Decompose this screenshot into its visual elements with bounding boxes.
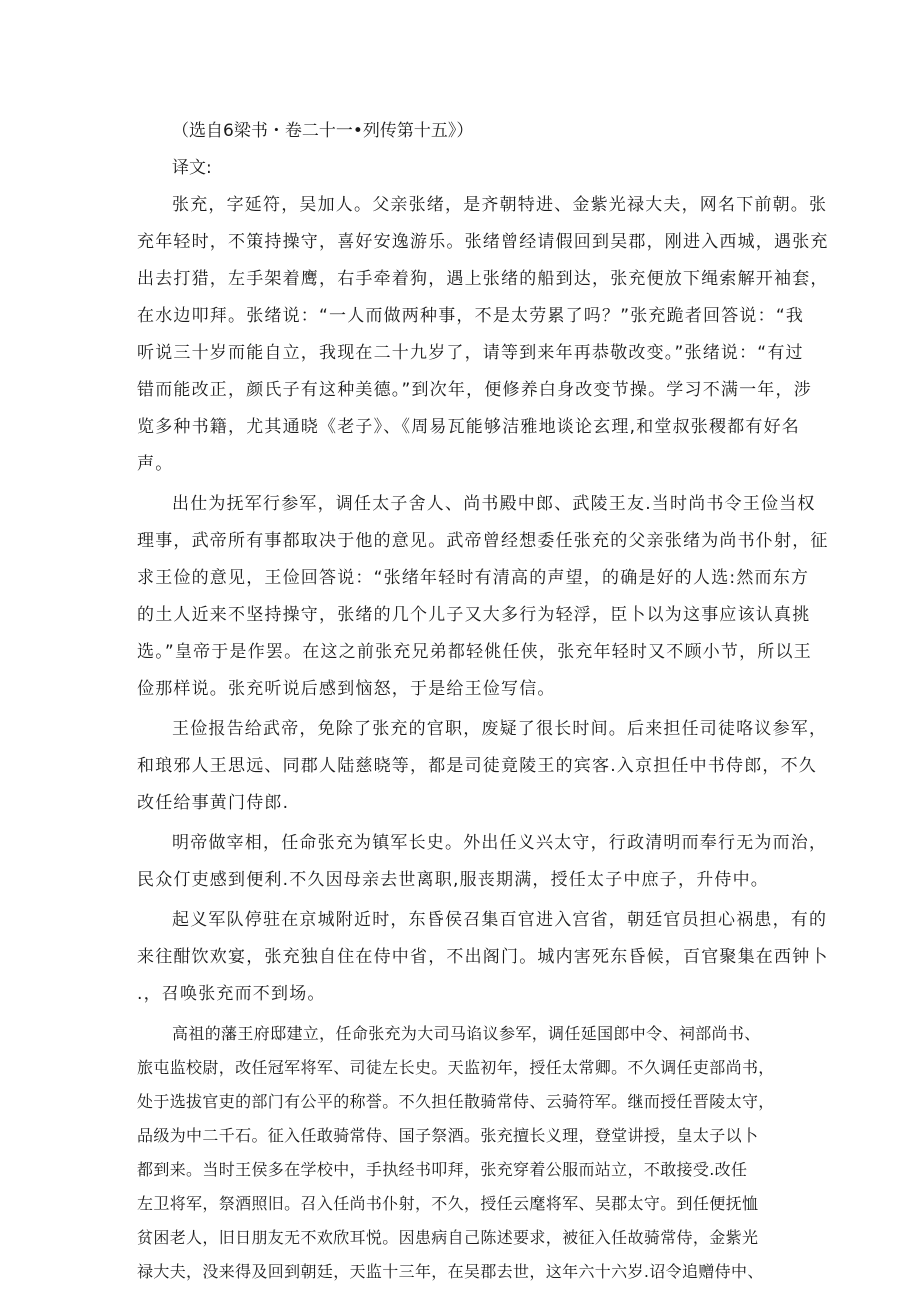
paragraph-line: 品级为中二千石。征入任敢骑常侍、国子祭酒。张充擅长义理，登堂讲授，皇太子以卜: [137, 1126, 759, 1145]
paragraph-line: 高祖的藩王府邸建立，任命张充为大司马谄议参军，调任延国郎中令、祠部尚书、: [172, 1024, 761, 1043]
paragraph-line: 的土人近来不坚持操守，张绪的几个儿子又大多行为轻浮，臣卜以为这事应该认真挑: [137, 605, 811, 625]
paragraph-line: 俭那样说。张充听说后感到恼怒，于是给王俭写信。: [137, 679, 556, 699]
paragraph-line: 出去打猎，左手架着鹰，右手牵着狗，遇上张绪的船到达，张充便放下绳索解开袖套，: [137, 269, 829, 289]
paragraph-line: 王俭报告给武帝，免除了张充的官职，废疑了很长时间。后来担任司徒咯议参军，: [172, 719, 828, 739]
source-citation: （选自6梁书・卷二十一•列传第十五》）: [172, 121, 474, 141]
paragraph-line: 听说三十岁而能自立，我现在二十九岁了，请等到来年再恭敬改变。”张绪说：“有过: [137, 343, 804, 363]
translation-heading: 译文:: [172, 158, 212, 178]
paragraph-line: 张充，字延符，吴加人。父亲张绪，是齐朝特进、金紫光禄大夫，网名下前朝。张: [172, 195, 828, 215]
paragraph-line: 起义军队停驻在京城附近时，东昏侯召集百官进入宫省，朝廷官员担心祸患，有的: [172, 910, 828, 930]
paragraph-line: 声。: [137, 454, 174, 474]
paragraph-line: 和琅邪人王思远、同郡人陆慈晓等，都是司徒竟陵王的宾客.入京担任中书侍郎，不久: [137, 756, 818, 776]
paragraph-line: 禄大夫，没来得及回到朝廷，天监十三年，在吴郡去世，这年六十六岁.诏令追赠侍中、: [137, 1262, 764, 1281]
paragraph-line: 在水边叩拜。张绪说：“一人而做两种事，不是太劳累了吗？”张充跪者回答说：“我: [137, 306, 805, 326]
paragraph-line: 理事，武帝所有事都取决于他的意见。武帝曾经想委任张充的父亲张绪为尚书仆射，征: [137, 531, 829, 551]
paragraph-line: 民众仃吏感到便利.不久因母亲去世离职,服丧期满，授任太子中庶子，升侍中。: [137, 870, 770, 890]
paragraph-line: 左卫将军，祭酒照旧。召入任尚书仆射，不久，授任云麾将军、吴郡太守。到任便抚恤: [137, 1194, 759, 1213]
paragraph-line: 充年轻时，不策持操守，喜好安逸游乐。张绪曾经请假回到吴郡，刚进入西城，遇张充: [137, 232, 829, 252]
paragraph-line: 览多种书籍，尤其通晓《老子》、《周易瓦能够洁雅地谈论玄理,和堂叔张稷都有好名: [137, 417, 801, 437]
paragraph-line: 改任给事黄门侍郎.: [137, 793, 290, 813]
paragraph-line: 求王俭的意见，王俭回答说：“张绪年轻时有清高的声望，的确是好的人选:然而东方: [137, 568, 810, 588]
paragraph-line: 旅屯监校尉，改任冠军将军、司徒左长史。天监初年，授任太常卿。不久调任吏部尚书，: [137, 1058, 775, 1077]
paragraph-line: 错而能改正，颜氏子有这种美德。”到次年，便修养白身改变节操。学习不满一年，涉: [137, 380, 812, 400]
paragraph-line: 出仕为抚军行参军，调任太子舍人、尚书殿中郎、武陵王友.当时尚书令王俭当权: [172, 494, 816, 514]
paragraph-line: 都到来。当时王侯多在学校中，手执经书叩拜，张充穿着公服而站立，不敢接受.改任: [137, 1160, 748, 1179]
paragraph-line: .，召唤张充而不到场。: [137, 984, 326, 1004]
paragraph-line: 贫困老人，旧日朋友无不欢欣耳悦。因患病自己陈述要求，被征入任故骑常侍，金紫光: [137, 1228, 759, 1247]
paragraph-line: 选。”皇帝于是作罢。在这之前张充兄弟都轻佻任侠，张充年轻时又不顾小节，所以王: [137, 642, 812, 662]
paragraph-line: 处于选拔官吏的部门有公平的称誉。不久担任散骑常侍、云骑符军。继而授任晋陵太守，: [137, 1092, 775, 1111]
paragraph-line: 来往酣饮欢宴，张充独自住在侍中省，不出阁门。城内害死东昏候，百官聚集在西钟卜: [137, 947, 829, 967]
paragraph-line: 明帝做宰相，任命张充为镇军长史。外出任义兴太守，行政清明而奉行无为而治，: [172, 833, 828, 853]
